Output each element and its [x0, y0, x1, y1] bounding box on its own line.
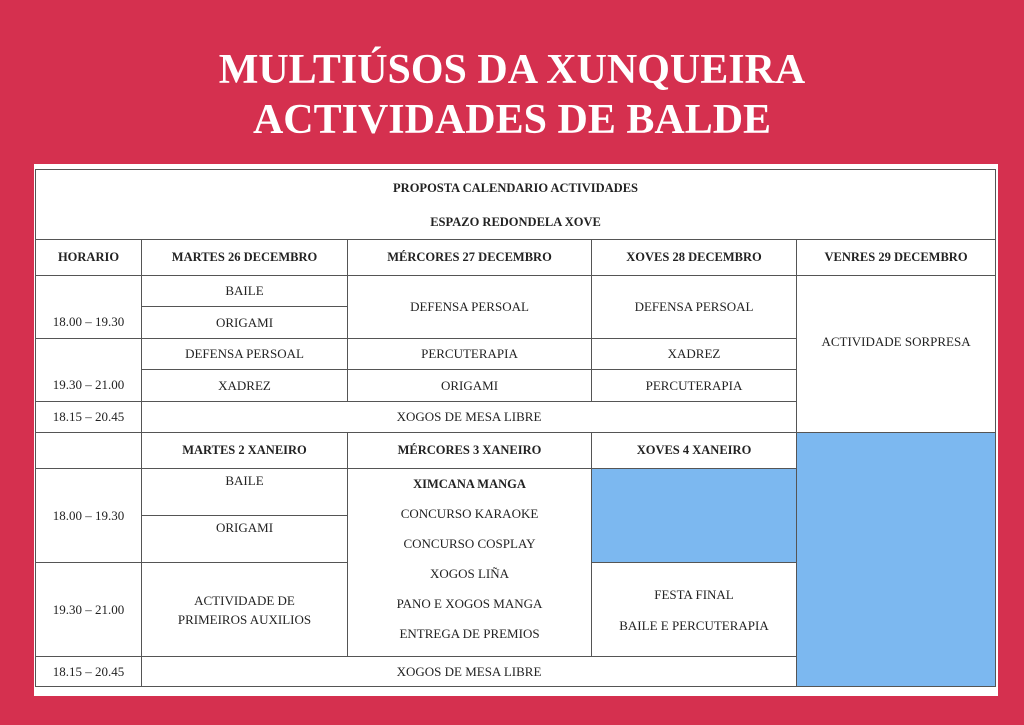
time-slot: 18.00 – 19.30 [36, 469, 142, 563]
day-header: XOVES 28 DECEMBRO [592, 240, 797, 276]
activity-cell: XADREZ [592, 339, 797, 370]
activity-cell: FESTA FINAL BAILE E PERCUTERAPIA [592, 563, 797, 657]
activity-cell: PERCUTERAPIA [348, 339, 592, 370]
activity-cell: DEFENSA PERSOAL [142, 339, 348, 370]
activity-cell: PERCUTERAPIA [592, 370, 797, 402]
time-slot: 18.15 – 20.45 [36, 402, 142, 433]
activity-item: XIMCANA MANGA [413, 477, 526, 491]
day-header: XOVES 4 XANEIRO [592, 433, 797, 469]
activity-cell: ACTIVIDADE DE PRIMEIROS AUXILIOS [142, 563, 348, 657]
poster-title-line2: ACTIVIDADES DE BALDE [252, 97, 772, 143]
schedule-header [36, 170, 996, 240]
activity-cell: BAILE [142, 469, 348, 516]
activity-item: PANO E XOGOS MANGA [396, 596, 543, 611]
activity-cell: DEFENSA PERSOAL [348, 276, 592, 339]
activity-cell: ORIGAMI [142, 307, 348, 339]
empty-cell [592, 469, 797, 563]
activity-cell: ACTIVIDADE SORPRESA [797, 276, 996, 433]
schedule-sheet [34, 164, 998, 696]
activity-list [348, 469, 592, 657]
day-header: MARTES 2 XANEIRO [142, 433, 348, 469]
day-header: MÉRCORES 3 XANEIRO [348, 433, 592, 469]
poster-title-line1: MULTIÚSOS DA XUNQUEIRA [218, 47, 806, 93]
empty-cell [797, 433, 996, 687]
day-header: MÉRCORES 27 DECEMBRO [348, 240, 592, 276]
activity-cell: XADREZ [142, 370, 348, 402]
activity-item: ENTREGA DE PREMIOS [399, 626, 540, 641]
col-horario: HORARIO [36, 240, 142, 276]
activity-cell: XOGOS DE MESA LIBRE [142, 402, 797, 433]
activity-cell: ORIGAMI [142, 516, 348, 563]
day-header: VENRES 29 DECEMBRO [797, 240, 996, 276]
activity-cell: DEFENSA PERSOAL [592, 276, 797, 339]
time-slot: 18.00 – 19.30 [36, 276, 142, 339]
activity-cell: ORIGAMI [348, 370, 592, 402]
activity-item: CONCURSO KARAOKE [400, 506, 539, 521]
time-slot: 19.30 – 21.00 [36, 563, 142, 657]
empty-header [36, 433, 142, 469]
activity-item: CONCURSO COSPLAY [403, 536, 536, 551]
schedule-heading-2: ESPAZO REDONDELA XOVE [430, 214, 601, 229]
activity-item: XOGOS LIÑA [429, 566, 510, 581]
schedule-table [35, 169, 996, 687]
time-slot: 18.15 – 20.45 [36, 657, 142, 687]
time-slot: 19.30 – 21.00 [36, 339, 142, 402]
activity-cell: XOGOS DE MESA LIBRE [142, 657, 797, 687]
activity-cell: BAILE [142, 276, 348, 307]
day-header: MARTES 26 DECEMBRO [142, 240, 348, 276]
schedule-heading-1: PROPOSTA CALENDARIO ACTIVIDADES [393, 180, 638, 195]
